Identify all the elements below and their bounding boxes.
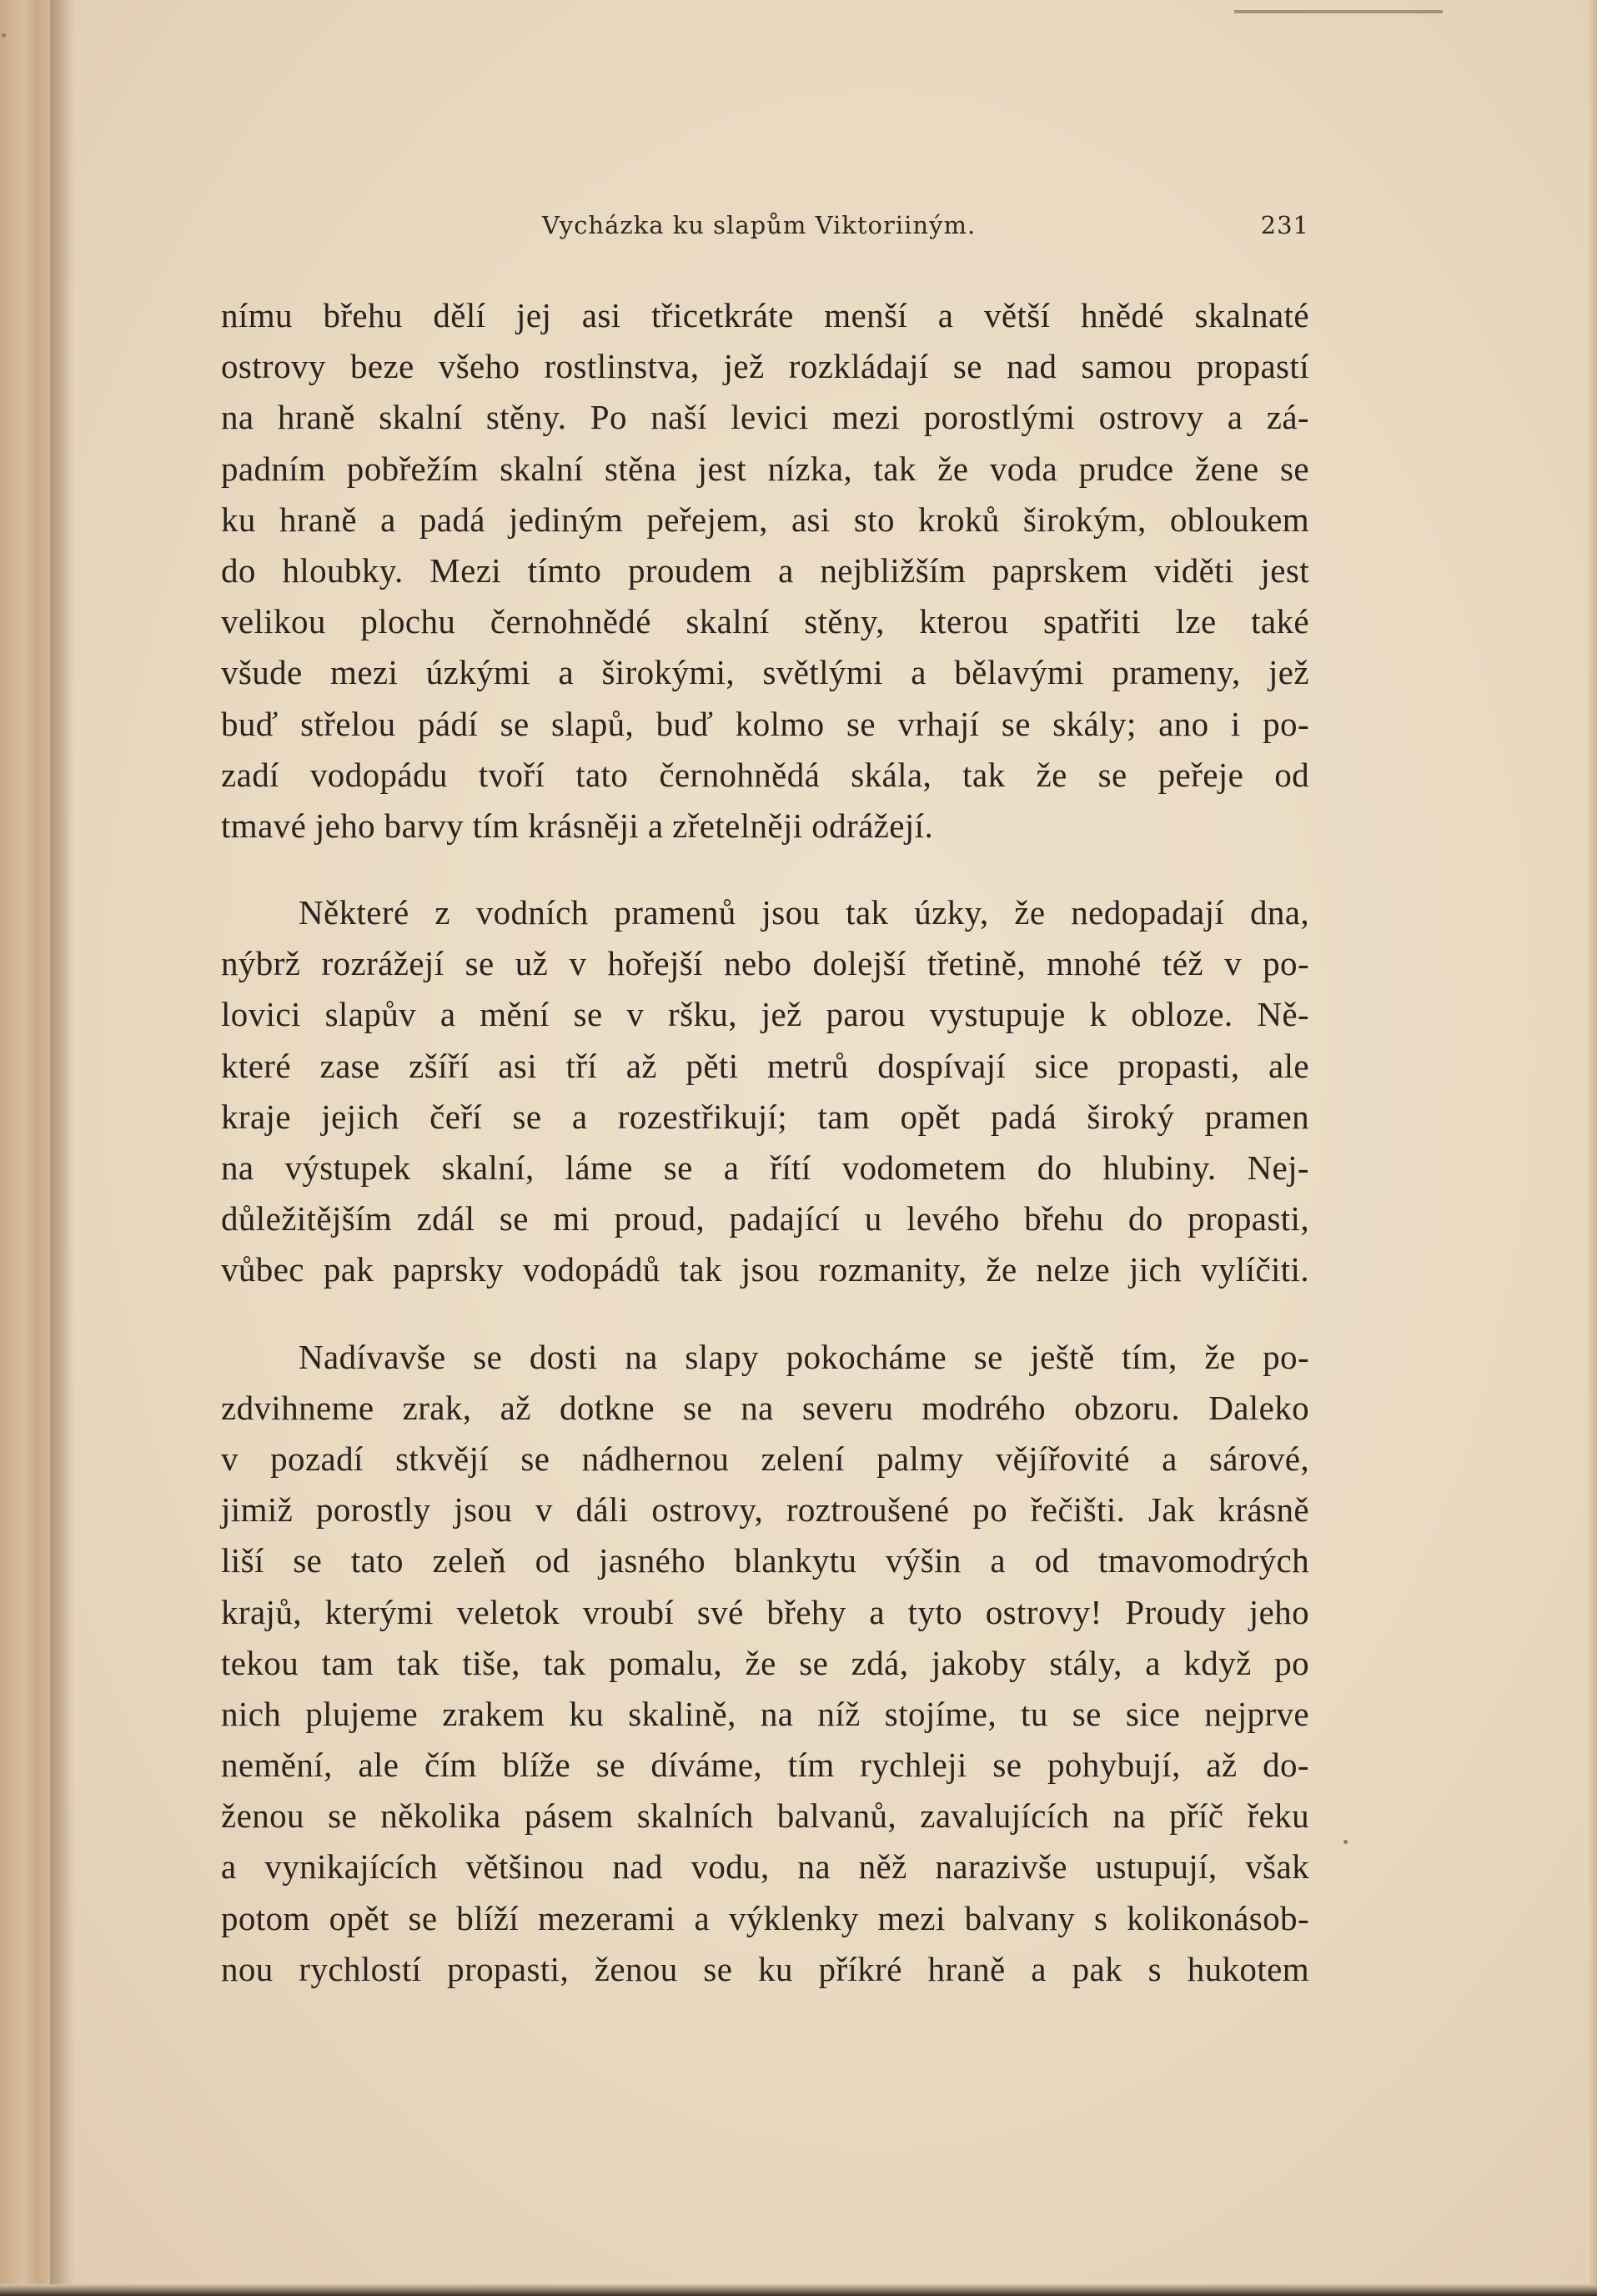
text-line: v pozadí stkvějí se nádhernou zelení palmy vějířovité a sárové,	[221, 1439, 1309, 1478]
text-line: na výstupek skalní, láme se a řítí vodometem do hlubiny. Nej-	[221, 1148, 1309, 1187]
paragraph-2	[221, 887, 1309, 1296]
text-line: ku hraně a padá jediným peřejem, asi sto kroků širokým, obloukem	[221, 500, 1309, 539]
paper-speck	[1343, 1840, 1348, 1844]
paragraph-3	[221, 1332, 1309, 1995]
text-line: které zase zšíří asi tří až pěti metrů dospívají sice propasti, ale	[221, 1046, 1309, 1085]
text-line: na hraně skalní stěny. Po naší levici mezi porostlými ostrovy a zá-	[221, 398, 1309, 437]
text-line: krajů, kterými veletok vroubí své břehy a tyto ostrovy! Proudy jeho	[221, 1592, 1309, 1631]
text-line: Nadívavše se dosti na slapy pokocháme se ještě tím, že po-	[299, 1337, 1309, 1376]
text-line: do hloubky. Mezi tímto proudem a nejbližším paprskem viděti jest	[221, 550, 1309, 590]
text-line: kraje jejich čeří se a rozestřikují; tam opět padá široký pramen	[221, 1097, 1309, 1136]
page-number: 231	[1260, 211, 1309, 239]
text-line: Některé z vodních pramenů jsou tak úzky, že nedopadají dna,	[299, 893, 1309, 932]
text-line: nemění, ale čím blíže se díváme, tím rychleji se pohybují, až do-	[221, 1746, 1309, 1785]
text-line: nou rychlostí propasti, ženou se ku příkré hraně a pak s hukotem	[221, 1949, 1309, 1988]
text-line: lovici slapův a mění se v ršku, jež parou vystupuje k obloze. Ně-	[221, 995, 1309, 1034]
text-line: všude mezi úzkými a širokými, světlými a bělavými prameny, jež	[221, 653, 1309, 692]
text-line: jimiž porostly jsou v dáli ostrovy, roztroušené po řečišti. Jak krásně	[221, 1490, 1309, 1530]
text-line: buď střelou pádí se slapů, buď kolmo se vrhají se skály; ano i po-	[221, 704, 1309, 743]
text-line: nýbrž rozrážejí se už v hořejší nebo dolejší třetině, mnohé též v po-	[221, 944, 1309, 983]
text-line: důležitějším zdál se mi proud, padající u levého břehu do propasti,	[221, 1199, 1309, 1238]
text-line: potom opět se blíží mezerami a výklenky mezi balvany s kolikonásob-	[221, 1898, 1309, 1937]
text-line: velikou plochu černohnědé skalní stěny, kterou spatřiti lze také	[221, 602, 1309, 641]
text-line: tmavé jeho barvy tím krásněji a zřetelněji odrážejí.	[221, 806, 934, 845]
body-text	[221, 290, 1309, 1995]
text-line: ostrovy beze všeho rostlinstva, jež rozkládají se nad samou propastí	[221, 347, 1309, 386]
text-line: zadí vodopádu tvoří tato černohnědá skála, tak že se peřeje od	[221, 755, 1309, 794]
text-line: vůbec pak paprsky vodopádů tak jsou rozmanity, že nelze jich vylíčiti.	[221, 1250, 1309, 1289]
text-line: nich plujeme zrakem ku skalině, na níž stojíme, tu se sice nejprve	[221, 1694, 1309, 1733]
text-line: ženou se několika pásem skalních balvanů, zavalujících na příč řeku	[221, 1796, 1309, 1836]
text-line: a vynikajících většinou nad vodu, na něž narazivše ustupují, však	[221, 1847, 1309, 1887]
page-right-edge	[1587, 0, 1597, 2296]
text-line: zdvihneme zrak, až dotkne se na severu modrého obzoru. Daleko	[221, 1388, 1309, 1427]
text-line: nímu břehu dělí jej asi třicetkráte menší a větší hnědé skalnaté	[221, 296, 1309, 334]
page-bottom-edge	[0, 2284, 1597, 2296]
spine-shadow	[50, 0, 75, 2296]
running-title: Vycházka ku slapům Viktoriiným.	[542, 211, 977, 239]
page-header	[221, 211, 1309, 244]
text-line: tekou tam tak tiše, tak pomalu, že se zdá, jakoby stály, a když po	[221, 1643, 1309, 1682]
paper-speck	[2, 33, 6, 38]
text-line: liší se tato zeleň od jasného blankytu výšin a od tmavomodrých	[221, 1541, 1309, 1580]
paragraph-1	[221, 290, 1309, 852]
scan-edge-mark	[1234, 10, 1443, 13]
text-line: padním pobřežím skalní stěna jest nízka, tak že voda prudce žene se	[221, 449, 1309, 488]
